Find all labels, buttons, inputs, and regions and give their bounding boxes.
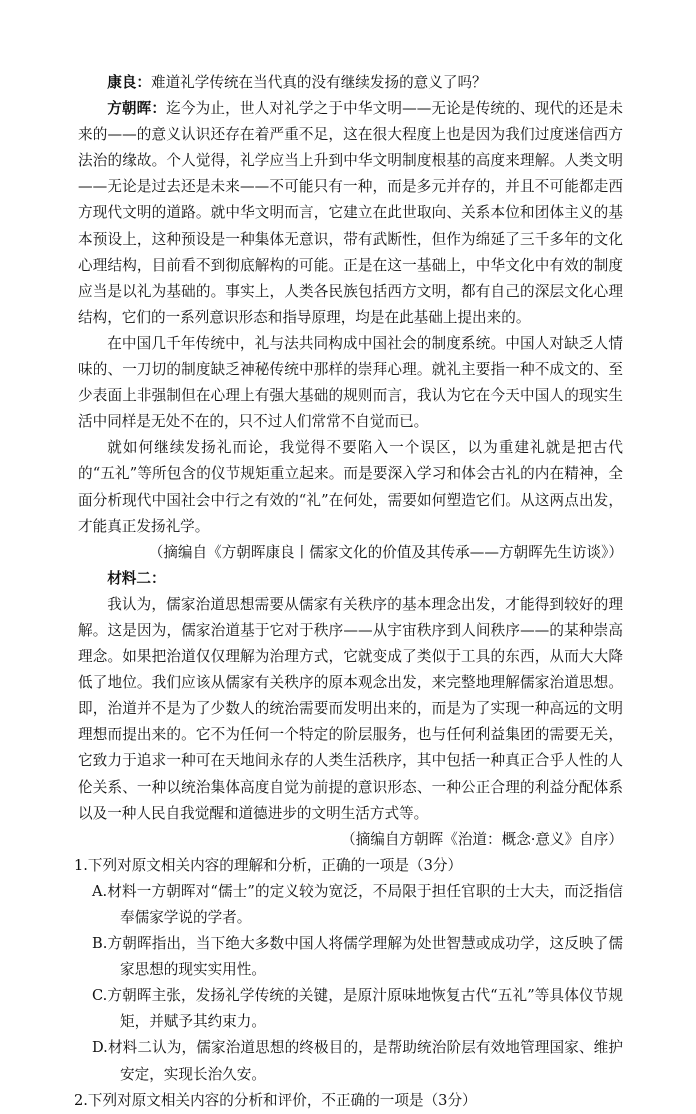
paragraph-fang-2: 在中国几千年传统中，礼与法共同构成中国社会的制度系统。中国人对缺乏人情味的、一刀切的制度缺乏神秘传统中那样的崇拜心理。就礼主要指一种不成文的、至少表面上非强制但在心理上有强大基础的规则而言，我认为它在今天中国人的现实生活中同样是无处不在的，只不过人们常常不自觉而已。 [78,334,623,431]
material-2-heading: 材料二： [107,569,166,587]
paragraph-fang-1 [78,96,623,331]
paragraph-text: 难道礼学传统在当代真的没有继续发扬的意义了吗？ [150,74,487,91]
material-2-text: 我认为，儒家治道思想需要从儒家有关秩序的基本理念出发，才能得到较好的理解。这是因为，儒家治道基于它对于秩序——从宇宙秩序到人间秩序——的某种崇高理念。如果把治道仅仅理解为治理方式，它就变成了类似于工具的东西，从而大大降低了地位。我们应该从儒家有关秩序的原本观念出发，来完整地理解儒家治道思想。即，治道并不是为了少数人的统治需要而发明出来的，而是为了实现一种高远的文明理想而提出来的。它不为任何一个特定的阶层服务，也与任何利益集团的需要无关，它致力于追求一种可在天地间永存的人类生活秩序，其中包括一种真正合乎人性的人伦关系、一种以统治集体高度自觉为前提的意识形态、一种公正合理的利益分配体系以及一种人民自我觉醒和道德进步的文明生活方式等。 [78,595,623,822]
question-1-stem: 1.下列对原文相关内容的理解和分析，正确的一项是（3分） [74,856,463,874]
question-1-option-c: C.方朝晖主张，发扬礼学传统的关键，是原汁原味地恢复古代“五礼”等具体仪节规矩，并赋予其约束力。 [92,987,623,1031]
source-citation-1: （摘编自《方朝晖康良丨儒家文化的价值及其传承——方朝晖先生访谈》） [148,543,623,561]
exam-page [74,70,623,1114]
question-1-option-b: B.方朝晖指出，当下绝大多数中国人将儒学理解为处世智慧或成功学，这反映了儒家思想的现实实用性。 [92,935,623,979]
speaker-label: 方朝晖： [107,100,167,118]
paragraph-fang-3: 就如何继续发扬礼而论，我觉得不要陷入一个误区，以为重建礼就是把古代的“五礼”等所包含的仪节规矩重立起来。而是要深入学习和体会古礼的内在精神，全面分析现代中国社会中行之有效的“礼”在何处，需要如何塑造它们。从这两点出发，才能真正发扬礼学。 [78,439,623,535]
question-1-option-d: D.材料二认为，儒家治道思想的终极目的，是帮助统治阶层有效地管理国家、维护安定，实现长治久安。 [92,1039,623,1083]
question-2-stem: 2.下列对原文相关内容的分析和评价，不正确的一项是（3分） [74,1091,477,1109]
paragraph-text: 迄今为止，世人对礼学之于中华文明——无论是传统的、现代的还是未来的——的意义认识还存在着严重不足，这在很大程度上也是因为我们过度迷信西方法治的缘故。个人觉得，礼学应当上升到中华文明制度根基的高度来理解。人类文明——无论是过去还是未来——不可能只有一种，而是多元并存的，并且不可能都走西方现代文明的道路。就中华文明而言，它建立在此世取向、关系本位和团体主义的基本预设上，这种预设是一种集体无意识，带有武断性，但作为绵延了三千多年的文化心理结构，目前看不到彻底解构的可能。正是在这一基础上，中华文化中有效的制度应当是以礼为基础的。事实上，人类各民族包括西方文明，都有自己的深层文化心理结构，它们的一系列意识形态和指导原理，均是在此基础上提出来的。 [78,100,623,326]
paragraph-kangliang [78,70,623,96]
question-1-option-a: A.材料一方朝晖对“儒士”的定义较为宽泛，不局限于担任官职的士大夫，而泛指信奉儒家学说的学者。 [92,882,623,926]
source-citation-2: （摘编自方朝晖《治道：概念·意义》自序） [341,830,623,848]
speaker-label: 康良： [107,74,151,91]
